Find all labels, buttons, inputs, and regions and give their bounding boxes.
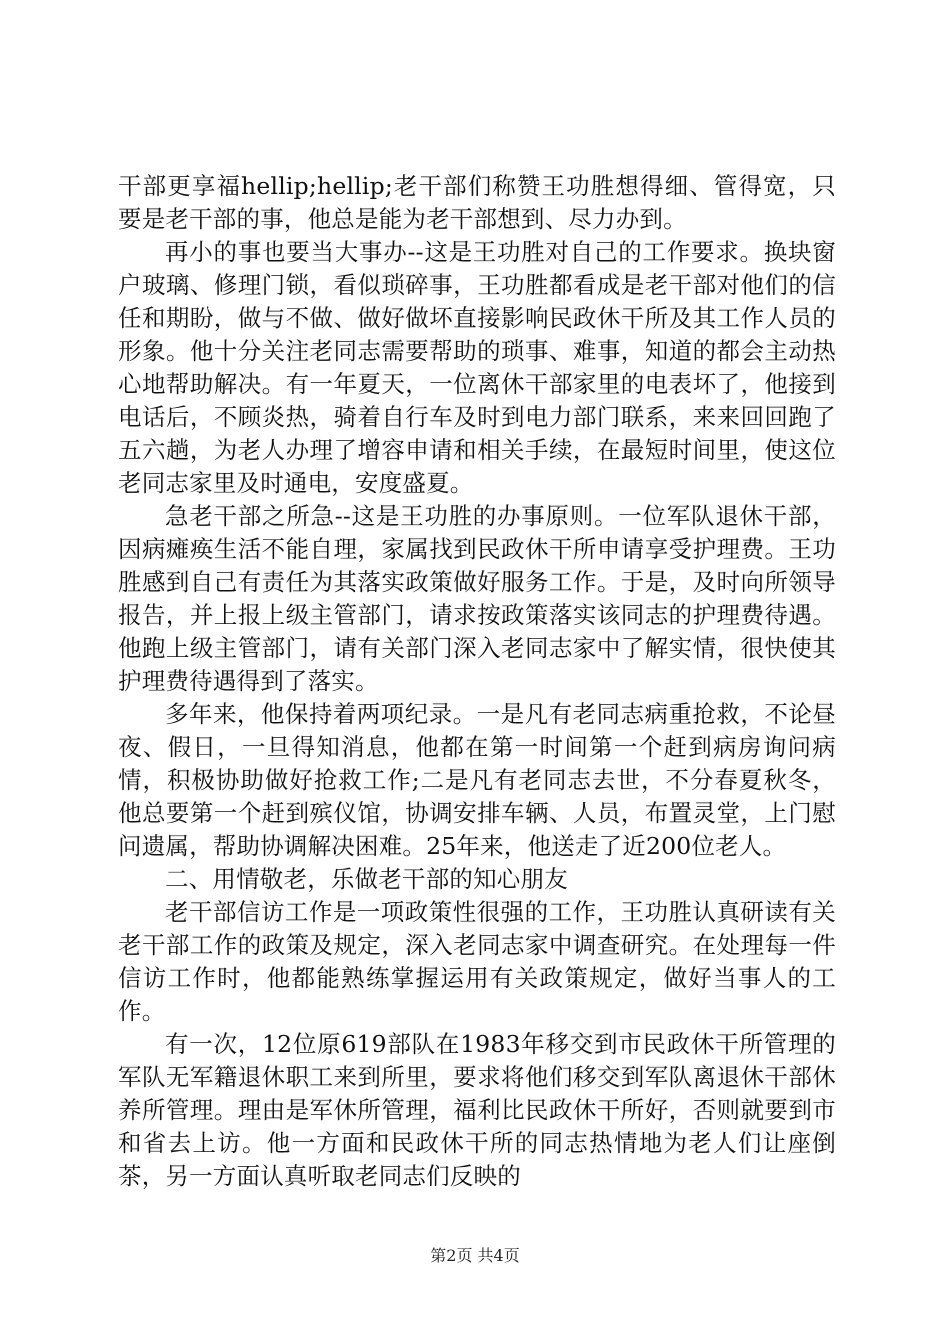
paragraph-small-matters: 再小的事也要当大事办--这是王功胜对自己的工作要求。换块窗户玻璃、修理门锁，看似琐碎事，王功胜都看成是老干部对他们的信任和期盼，做与不做、做好做坏直接影响民政休干所及其工作人员的形象。他十分关注老同志需要帮助的琐事、难事，知道的都会主动热心地帮助解决。有一年夏天，一位离休干部家里的电表坏了，他接到电话后，不顾炎热，骑着自行车及时到电力部门联系，来来回回跑了五六趟，为老人办理了增容申请和相关手续，在最短时间里，使这位老同志家里及时通电，安度盛夏。 bbox=[118, 238, 836, 497]
page-number: 第2页 共4页 bbox=[430, 1246, 520, 1265]
section-heading: 二、用情敬老，乐做老干部的知心朋友 bbox=[165, 865, 568, 893]
paragraph-petition-work: 老干部信访工作是一项政策性很强的工作，王功胜认真研读有关老干部工作的政策及规定，深入老同志家中调查研究。在处理每一件信访工作时，他都能熟练掌握运用有关政策规定，做好当事人的工作。 bbox=[118, 898, 836, 1025]
paragraph-one-time: 有一次，12位原619部队在1983年移交到市民政休干所管理的军队无军籍退休职工来到所里，要求将他们移交到军队离退休干部休养所管理。理由是军休所管理，福利比民政休干所好，否则就要到市和省去上访。他一方面和民政休干所的同志热情地为老人们让座倒茶，另一方面认真听取老同志们反映的 bbox=[118, 1030, 836, 1190]
paragraph-continued: 干部更享福hellip;hellip;老干部们称赞王功胜想得细、管得宽，只要是老干部的事，他总是能为老干部想到、尽力办到。 bbox=[118, 172, 836, 233]
paragraph-urgent-matters: 急老干部之所急--这是王功胜的办事原则。一位军队退休干部，因病瘫痪生活不能自理，家属找到民政休干所申请享受护理费。王功胜感到自己有责任为其落实政策做好服务工作。于是，及时向所领导报告，并上报上级主管部门，请求按政策落实该同志的护理费待遇。他跑上级主管部门，请有关部门深入老同志家中了解实情，很快使其护理费待遇得到了落实。 bbox=[118, 502, 836, 695]
paragraph-two-records: 多年来，他保持着两项纪录。一是凡有老同志病重抢救，不论昼夜、假日，一旦得知消息，他都在第一时间第一个赶到病房询问病情，积极协助做好抢救工作;二是凡有老同志去世，不分春夏秋冬，他总要第一个赶到殡仪馆，协调安排车辆、人员，布置灵堂，上门慰问遗属，帮助协调解决困难。25年来，他送走了近200位老人。 bbox=[118, 700, 836, 860]
document-body bbox=[118, 170, 836, 1193]
